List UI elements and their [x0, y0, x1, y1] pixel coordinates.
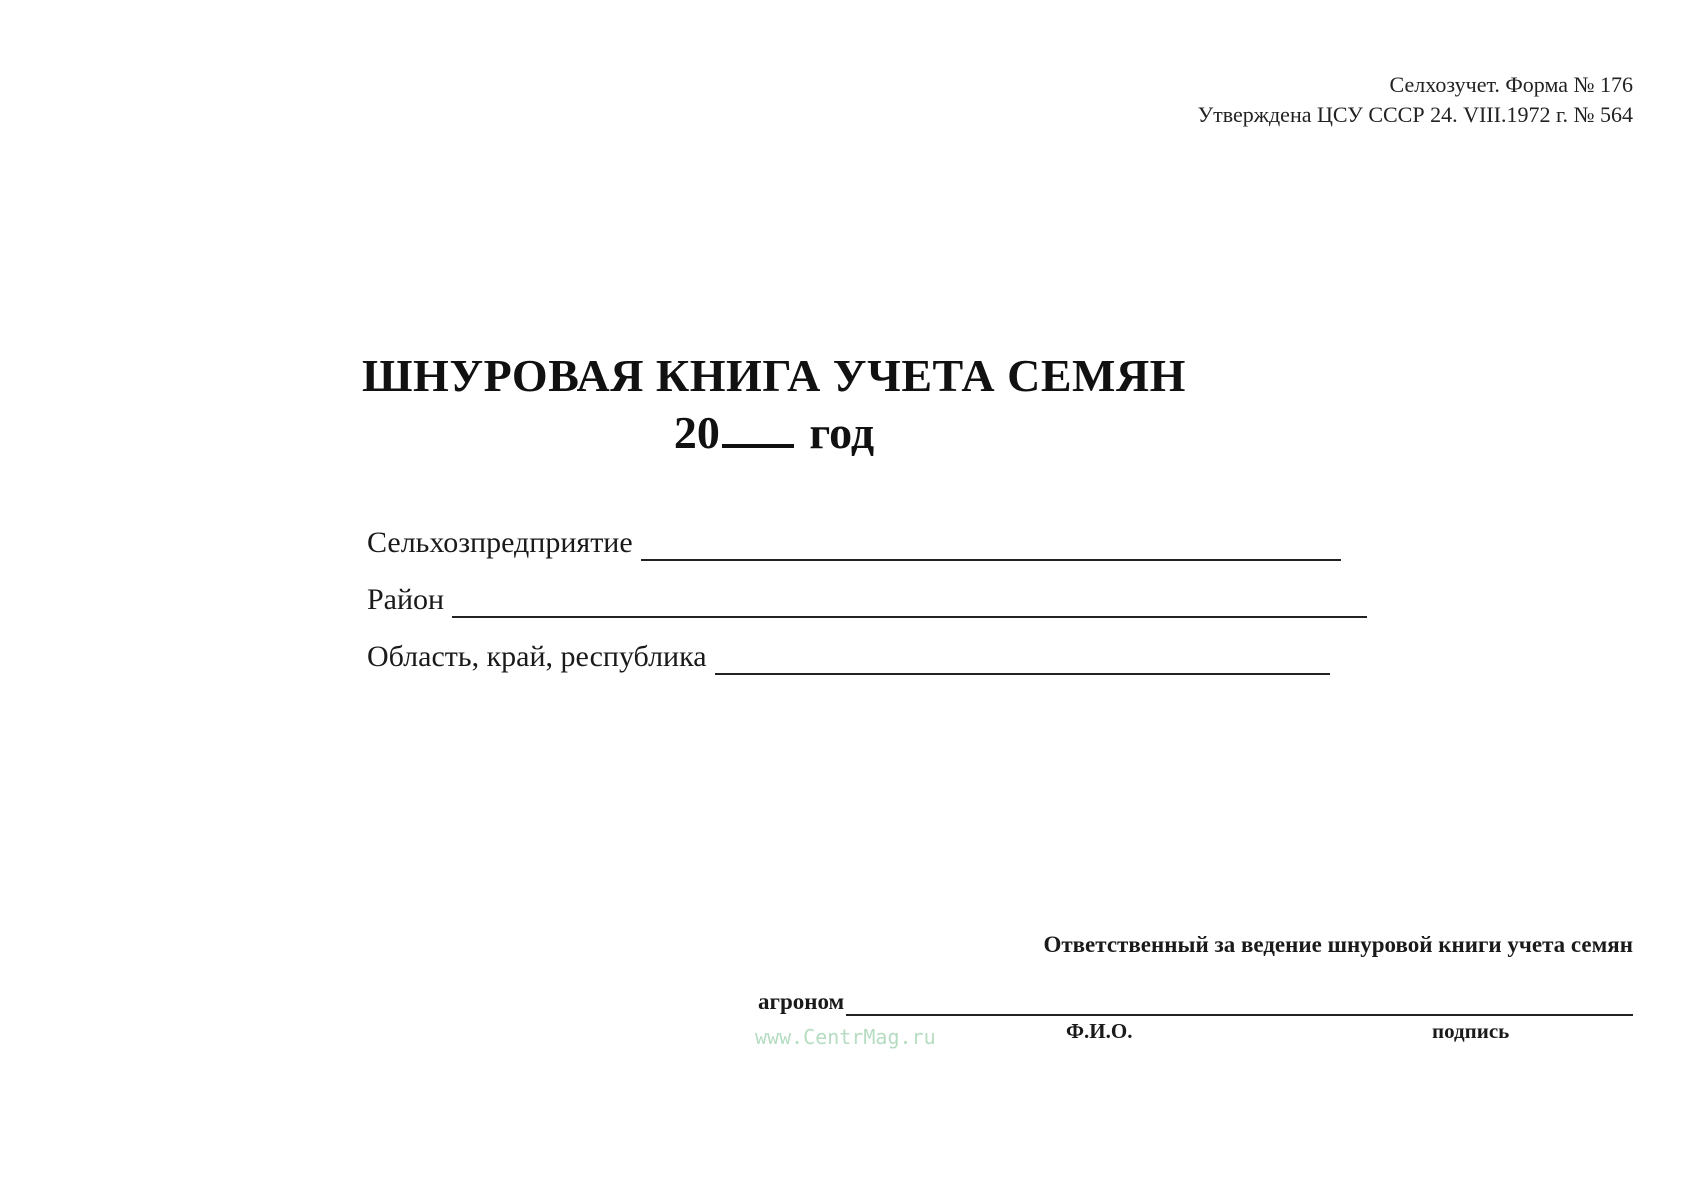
form-number-line: Селхозучет. Форма № 176	[1389, 72, 1633, 97]
region-blank-line	[715, 647, 1330, 675]
year-suffix: год	[809, 407, 875, 458]
year-prefix: 20	[673, 407, 720, 458]
region-label: Область, край, республика	[367, 640, 707, 673]
enterprise-field	[367, 525, 1341, 561]
year-line	[0, 404, 1698, 462]
approval-line: Утверждена ЦСУ СССР 24. VIII.1972 г. № 564	[1197, 102, 1633, 127]
district-label: Район	[367, 583, 445, 616]
watermark-text: www.CentrMag.ru	[755, 1025, 936, 1049]
responsible-caption: Ответственный за ведение шнуровой книги учета семян	[1043, 932, 1633, 957]
form-header-note	[1198, 70, 1633, 130]
region-field	[367, 639, 1330, 675]
enterprise-label: Сельхозпредприятие	[367, 526, 633, 559]
enterprise-blank-line	[641, 533, 1341, 561]
year-blank-line	[722, 406, 794, 448]
district-field	[367, 582, 1367, 618]
agronom-row	[758, 988, 1633, 1016]
agronom-blank-line	[846, 994, 1633, 1016]
fio-caption: Ф.И.О.	[1066, 1019, 1133, 1043]
district-blank-line	[452, 590, 1367, 618]
document-title: ШНУРОВАЯ КНИГА УЧЕТА СЕМЯН	[362, 350, 1186, 401]
signature-caption: подпись	[1432, 1019, 1510, 1043]
agronom-label: агроном	[758, 989, 845, 1014]
title-block	[0, 348, 1698, 462]
